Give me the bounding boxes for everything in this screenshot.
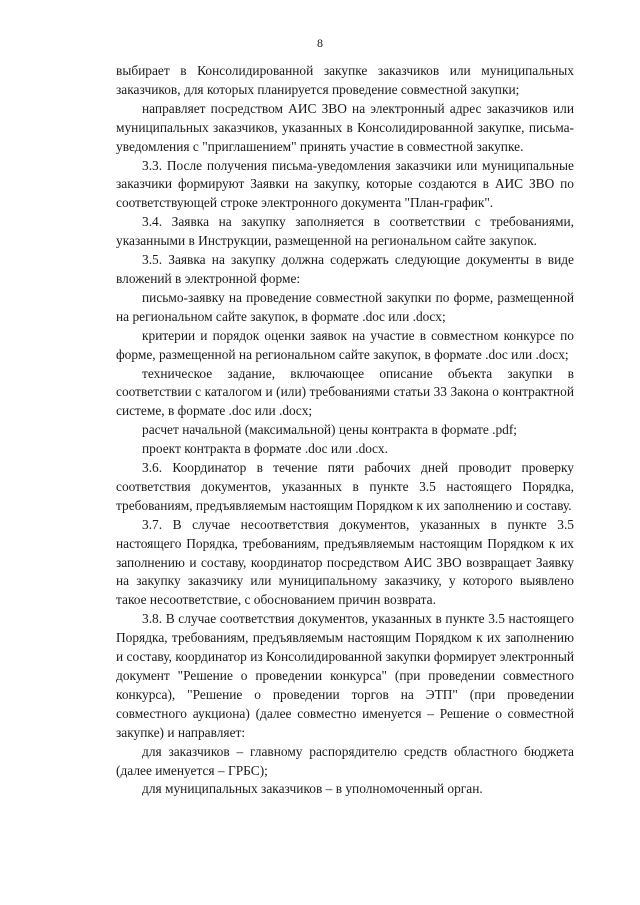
paragraph: для муниципальных заказчиков – в уполномоченный орган. bbox=[142, 781, 483, 797]
paragraph: 3.3. После получения письма-уведомления заказчики или муниципальные заказчики формируют Заявки на закупку, которые создаются в АИС ЗВО по соответствующей строке электронного документа "План-график". bbox=[116, 157, 574, 211]
paragraph: проект контракта в формате .doc или .docx. bbox=[142, 441, 388, 457]
paragraph: 3.8. В случае соответствия документов, указанных в пункте 3.5 настоящего Порядка, требованиям, предъявляемым настоящим Порядком к их заполнению и составу, координатор из Консолидированной закупки формирует электронный документ "Решение о проведении конкурса" (при проведении совместного конкурса), "Решение о проведении торгов на ЭТП" (при проведении совместного аукциона) (далее совместно именуется – Решение о совместной закупке) и направляет: bbox=[116, 611, 574, 740]
paragraph: расчет начальной (максимальной) цены контракта в формате .pdf; bbox=[142, 422, 518, 438]
paragraph: 3.5. Заявка на закупку должна содержать следующие документы в виде вложений в электронной форме: bbox=[116, 252, 574, 286]
page-number: 8 bbox=[317, 36, 323, 50]
paragraph: выбирает в Консолидированной закупке заказчиков или муниципальных заказчиков, для которых планируется проведение совместной закупки; bbox=[116, 63, 574, 97]
document-body bbox=[116, 62, 574, 799]
paragraph: 3.4. Заявка на закупку заполняется в соответствии с требованиями, указанными в Инструкции, размещенной на региональном сайте закупок. bbox=[116, 214, 574, 249]
paragraph: письмо-заявку на проведение совместной закупки по форме, размещенной на региональном сайте закупок, в формате .doc или .docx; bbox=[116, 289, 574, 324]
paragraph: 3.6. Координатор в течение пяти рабочих дней проводит проверку соответствия документов, указанных в пункте 3.5 настоящего Порядка, требованиям, предъявляемым настоящим Порядком к их заполнению и составу. bbox=[116, 460, 574, 513]
paragraph: направляет посредством АИС ЗВО на электронный адрес заказчиков или муниципальных заказчиков, указанных в Консолидированной закупке, письма-уведомления с "приглашением" принять участие в совместной закупке. bbox=[116, 100, 574, 154]
paragraph: для заказчиков – главному распорядителю средств областного бюджета (далее именуется – ГРБС); bbox=[116, 743, 574, 778]
paragraph: 3.7. В случае несоответствия документов, указанных в пункте 3.5 настоящего Порядка, требованиям, предъявляемым настоящим Порядком к их заполнению и составу, координатор посредством АИС ЗВО возвращает Заявку на закупку заказчику или муниципальному заказчику, у которого выявлено такое несоответствие, с обоснованием причин возврата. bbox=[116, 516, 574, 608]
paragraph: техническое задание, включающее описание объекта закупки в соответствии с каталогом и (или) требованиями статьи 33 Закона о контрактной системе, в формате .doc или .docx; bbox=[116, 365, 574, 419]
paragraph: критерии и порядок оценки заявок на участие в совместном конкурсе по форме, размещенной на региональном сайте закупок, в формате .doc или .docx; bbox=[116, 327, 574, 362]
